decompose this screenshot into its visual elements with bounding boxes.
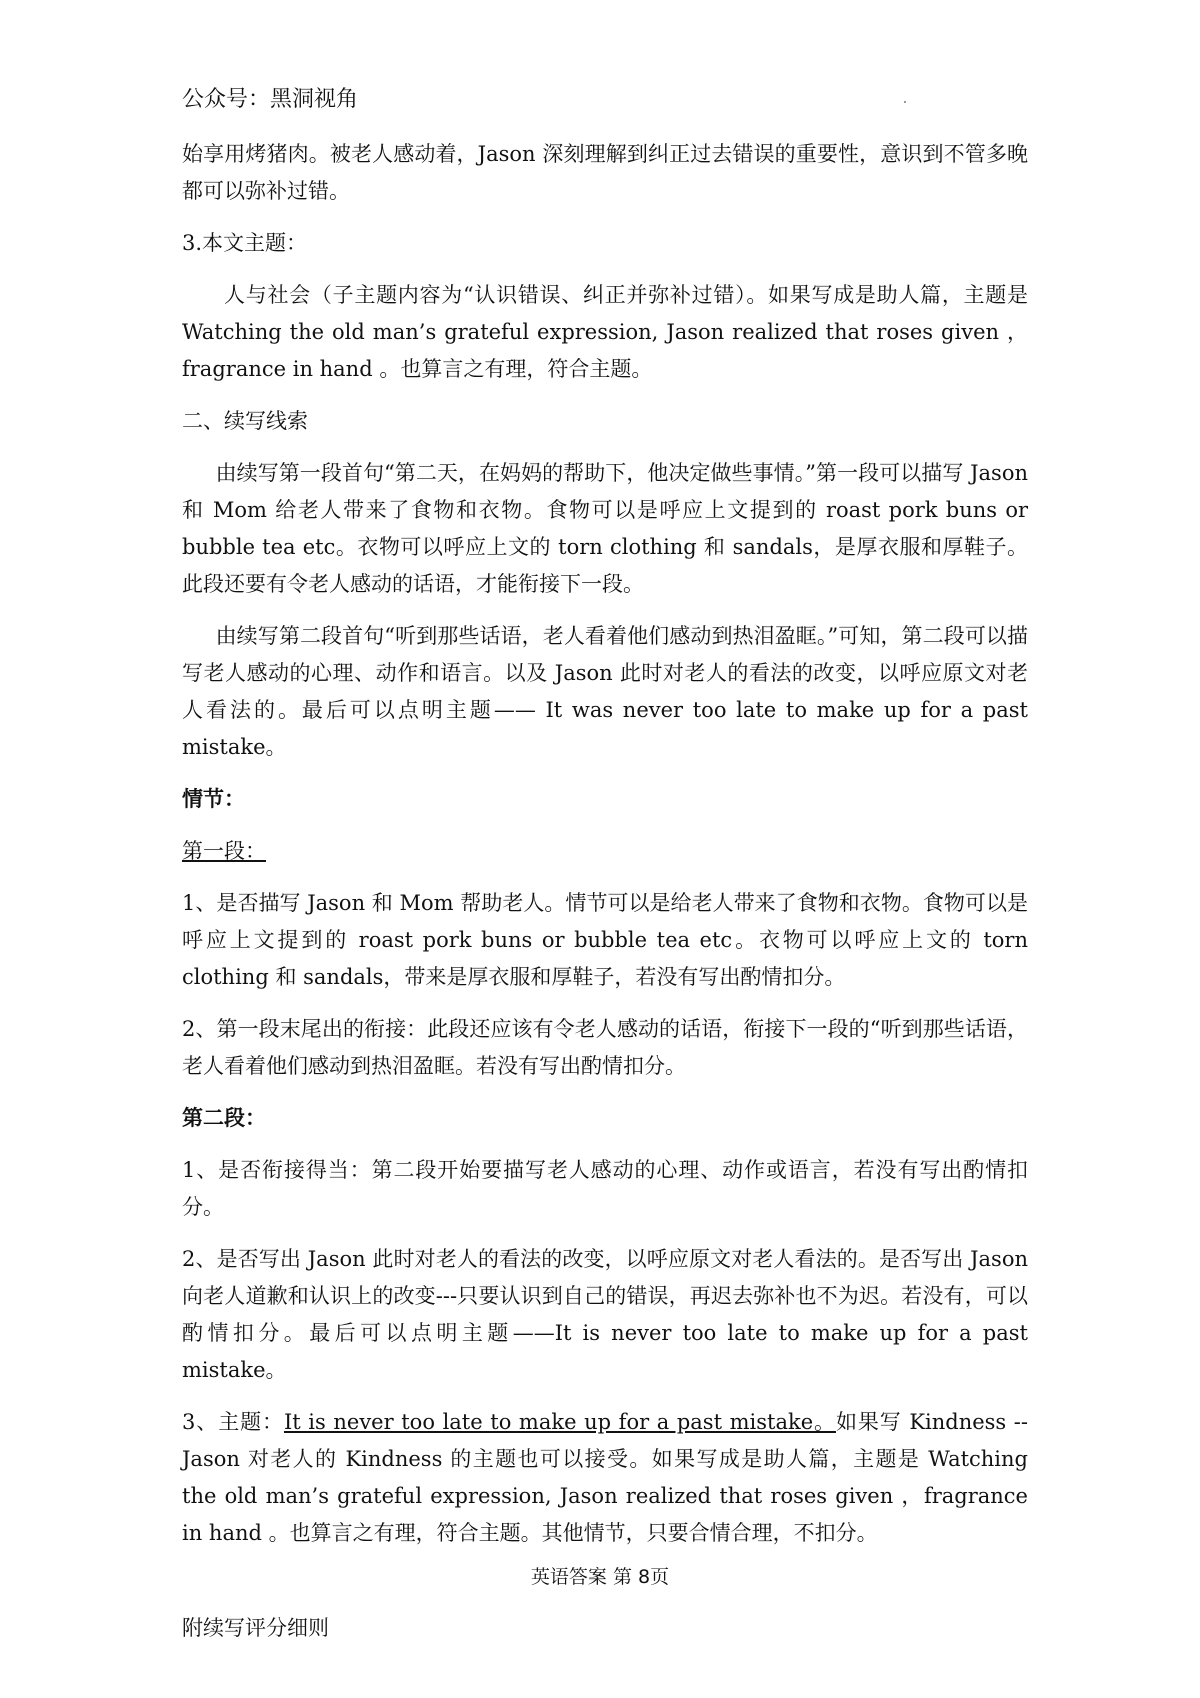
clues-heading: 二、续写线索 (182, 409, 308, 433)
para2-item-2: 2、是否写出 Jason 此时对老人的看法的改变，以呼应原文对老人看法的。是否写出 Jason 向老人道歉和认识上的改变---只要认识到自己的错误，再迟去弥补也不为迟。若没有，可以酌情扣分。最后可以点明主题——It is never too late to make up for a past mistake。 (182, 1247, 1028, 1382)
plot-heading: 情节： (182, 787, 245, 811)
theme-heading: 3.本文主题： (182, 231, 308, 255)
para1-heading: 第一段： (182, 839, 266, 863)
para1-item-1: 1、是否描写 Jason 和 Mom 帮助老人。情节可以是给老人带来了食物和衣物。食物可以是呼应上文提到的 roast pork buns or bubble tea etc。衣物可以呼应上文的 torn clothing 和 sandals，带来是厚衣服和厚鞋子，若没有写出酌情扣分。 (182, 891, 1028, 989)
para2-item-3 (182, 1404, 1028, 1552)
intro-paragraph: 始享用烤猪肉。被老人感动着，Jason 深刻理解到纠正过去错误的重要性，意识到不管多晚都可以弥补过错。 (182, 142, 1028, 203)
para2-item-1: 1、是否衔接得当：第二段开始要描写老人感动的心理、动作或语言，若没有写出酌情扣分。 (182, 1158, 1028, 1219)
page-header: 公众号：黑洞视角 (182, 87, 359, 112)
appendix-note: 附续写评分细则 (182, 1616, 329, 1640)
theme-paragraph: 人与社会（子主题内容为“认识错误、纠正并弥补过错）。如果写成是助人篇，主题是 Watching the old man’s grateful expression, Jason realized that roses given ，fragrance in hand 。也算言之有理，符合主题。 (182, 283, 1028, 381)
para2-heading: 第二段： (182, 1106, 266, 1130)
para1-item-2: 2、第一段末尾出的衔接：此段还应该有令老人感动的话语，衔接下一段的“听到那些话语，老人看着他们感动到热泪盈眶。若没有写出酌情扣分。 (182, 1017, 1028, 1078)
item3-label: 3、主题： (182, 1410, 284, 1434)
clue-paragraph-1: 由续写第一段首句“第二天，在妈妈的帮助下，他决定做些事情。”第一段可以描写 Jason 和 Mom 给老人带来了食物和衣物。食物可以是呼应上文提到的 roast pork buns or bubble tea etc。衣物可以呼应上文的 torn clothing 和 sandals，是厚衣服和厚鞋子。此段还要有令老人感动的话语，才能衔接下一段。 (182, 461, 1028, 596)
item3-rest: 如果写 Kindness -- Jason 对老人的 Kindness 的主题也可以接受。如果写成是助人篇，主题是 Watching the old man’s grateful expression, Jason realized that roses given ，fragrance in hand 。也算言之有理，符合主题。其他情节，只要合情合理，不扣分。 (182, 1410, 1028, 1545)
theme-underlined: It is never too late to make up for a past mistake。 (283, 1410, 836, 1434)
page-content (182, 82, 1028, 1662)
clue-paragraph-2: 由续写第二段首句“听到那些话语，老人看着他们感动到热泪盈眶。”可知，第二段可以描写老人感动的心理、动作和语言。以及 Jason 此时对老人的看法的改变，以呼应原文对老人看法的。最后可以点明主题—— It was never too late to make up for a past mistake。 (182, 624, 1028, 759)
page-footer: 英语答案 第 8页 (530, 1566, 670, 1588)
